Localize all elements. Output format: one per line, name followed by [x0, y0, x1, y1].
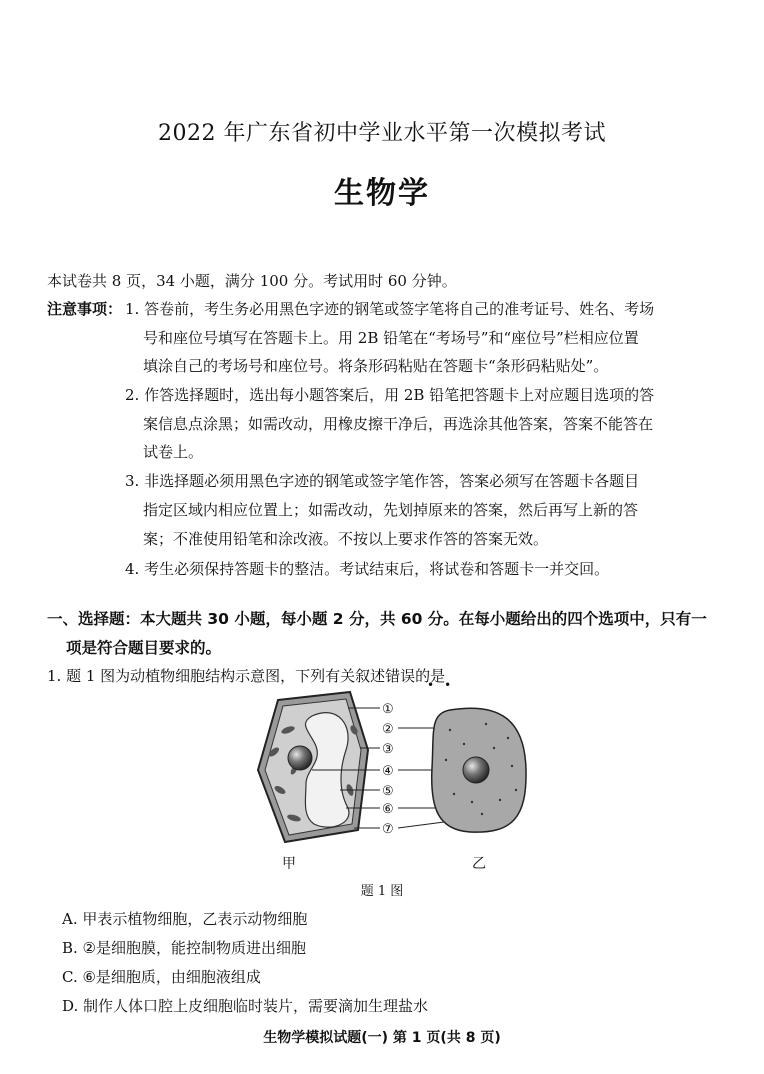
- cell-structure-diagram: [250, 690, 530, 870]
- label-2: ②: [382, 722, 394, 737]
- notes-line: 3. 非选择题必须用黑色字迹的钢笔或签字笔作答，答案必须写在答题卡各题目: [125, 472, 640, 490]
- option-a: A. 甲表示植物细胞，乙表示动物细胞: [62, 910, 308, 928]
- notes-line: 指定区域内相应位置上；如需改动，先划掉原来的答案，然后再写上新的答: [143, 501, 639, 519]
- emphasis-dots: ••: [427, 678, 462, 692]
- notes-line: 试卷上。: [143, 443, 204, 461]
- notes-line: 4. 考生必须保持答题卡的整洁。考试结束后，将试卷和答题卡一并交回。: [125, 560, 610, 578]
- notes-line: 2. 作答选择题时，选出每小题答案后，用 2B 铅笔把答题卡上对应题目选项的答: [125, 386, 655, 404]
- subject-title: 生物学: [334, 176, 430, 211]
- section-heading-cont: 项是符合题目要求的。: [66, 639, 222, 657]
- plant-cell: [258, 692, 368, 842]
- option-d: D. 制作人体口腔上皮细胞临时装片，需要滴加生理盐水: [62, 997, 429, 1015]
- notes-label: 注意事项：: [47, 300, 123, 318]
- figure-caption: 题 1 图: [360, 884, 404, 899]
- notes-line: 1. 答卷前，考生务必用黑色字迹的钢笔或签字笔将自己的准考证号、姓名、考场: [125, 300, 655, 318]
- animal-cell-name: 乙: [472, 856, 486, 870]
- question-1-stem: 1. 题 1 图为动植物细胞结构示意图，下列有关叙述错误的是: [47, 667, 446, 685]
- nucleus: [288, 746, 312, 770]
- label-1: ①: [382, 702, 394, 717]
- option-c: C. ⑥是细胞质，由细胞液组成: [62, 968, 261, 986]
- label-4: ④: [382, 764, 394, 779]
- label-7: ⑦: [382, 822, 394, 837]
- exam-title: 2022 年广东省初中学业水平第一次模拟考试: [158, 121, 606, 146]
- notes-line: 号和座位号填写在答题卡上。用 2B 铅笔在“考场号”和“座位号”栏相应位置: [143, 329, 639, 347]
- notes-line: 填涂自己的考场号和座位号。将条形码粘贴在答题卡“条形码粘贴处”。: [143, 357, 609, 375]
- label-6: ⑥: [382, 802, 394, 817]
- label-5: ⑤: [382, 784, 394, 799]
- option-b: B. ②是细胞膜，能控制物质进出细胞: [62, 939, 307, 957]
- intro-text: 本试卷共 8 页，34 小题，满分 100 分。考试用时 60 分钟。: [47, 272, 457, 290]
- animal-cell: [432, 708, 526, 832]
- plant-cell-name: 甲: [282, 856, 296, 870]
- page-footer: 生物学模拟试题(一) 第 1 页(共 8 页): [263, 1030, 501, 1046]
- notes-line: 案信息点涂黑；如需改动，用橡皮擦干净后，再选涂其他答案，答案不能答在: [143, 415, 654, 433]
- notes-line: 案；不准使用铅笔和涂改液。不按以上要求作答的答案无效。: [143, 530, 549, 548]
- label-3: ③: [382, 742, 394, 757]
- section-heading: 一、选择题：本大题共 30 小题，每小题 2 分，共 60 分。在每小题给出的四个选项中，只有一: [47, 610, 707, 628]
